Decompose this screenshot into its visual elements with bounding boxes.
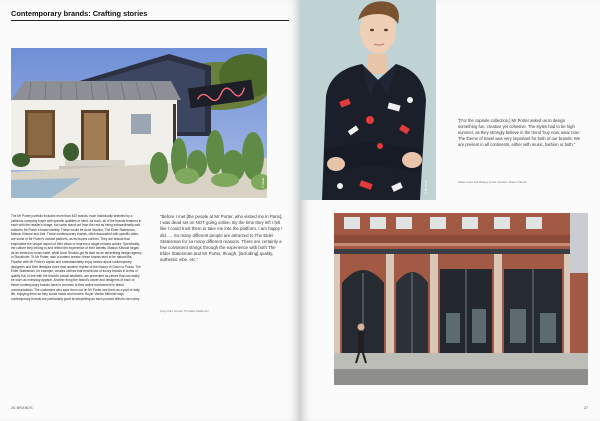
building-illustration (334, 213, 588, 385)
pull-quote-caption: Greg Chait, founder, The Elder Statesman (160, 310, 209, 313)
side-quote-caption: Gildas Loaec and Masaya Kuroki, founders, Maison Kitsune (458, 181, 527, 184)
folio-right: 27 (584, 406, 588, 410)
page-title: Contemporary brands: Crafting stories (11, 9, 148, 18)
photo-credit: © Studio (261, 177, 265, 188)
side-quote: “[For the capsule collection,] Mr Porter asked us to design something fun, creative yet cohesive. The styles had to be high summer, as they strongly believe in the trend ‘buy now, wear now.’ The theme of travel was very important for both of our brands: We are present in all continents, either with music, fashion or both.” (458, 118, 581, 147)
model-illustration (300, 0, 436, 200)
folio-left: 26 BRANDS (11, 406, 33, 410)
storefront-illustration (11, 48, 267, 198)
pull-quote: “Before I met [the people at Mr Porter, who visited me in Paris], I was dead set on NOT going online. By the time they left I felt like I could trust them to take me into the platform. I am happy I did. … So many different people are attracted to The Elder Statesman for so many different reasons. There are certainly a few consistent strings through the experience with both The Elder Statesman and Mr Porter, though, [including] quality, authentic vibe, etc.” (160, 214, 283, 263)
storefront-photo (11, 48, 267, 198)
model-photo (300, 0, 436, 200)
model-photo-credit: © Mr Porter (424, 179, 428, 194)
right-page (300, 0, 600, 421)
article-body: The Mr Porter portfolio includes more than 400 brands, each individually selected by a judicious company buyer with specific qualities in mind. As such, all of the brands featured in each with the retailer's image, but some stand out from the rest as being extraordinarily well suited to Mr Porter's brand identity. These would be Acne Studios, The Elder Statesman, Maison Kitsune and Ami. These contemporary brands, often associated with specific cities, are some of Mr Porter's closest partners, as its buyers confirm. They are brands that emphasise the unique aspect of their ethos or express a single-minded culture. Specifically, the culture they belong to and reflect the experience of their identity. Maison Kitsune began as an electronic music label, while Acne Studios got its start as an advertising design agency in Stockholm. To Mr Porter, also a content creator, these brands tend to be natural fits. Fixation with Mr Porter's stylish and understandably enjoy stories about contemporary designers and their lifestyles more than another reprise of the history of Gucci or Prada. The Elder Statesman, for example, creates clothes that treat those of luxury brands in terms of quality but, in line with the brand's casual aesthetic, are presented as pieces that can easily be worn as everyday apparel. Another thing the brand's owner and designers of each of these contemporary brands have in common is their active involvement in brand communication. The customers who save them out on Mr Porter see them as a part of daily life, enjoying them as they would music and movies. Buyer Vanish Mehmet says contemporary brands are particularly good at storytelling as each product tells its own story. (11, 214, 142, 301)
brick-building-photo (334, 213, 588, 385)
header-rule (11, 20, 289, 21)
